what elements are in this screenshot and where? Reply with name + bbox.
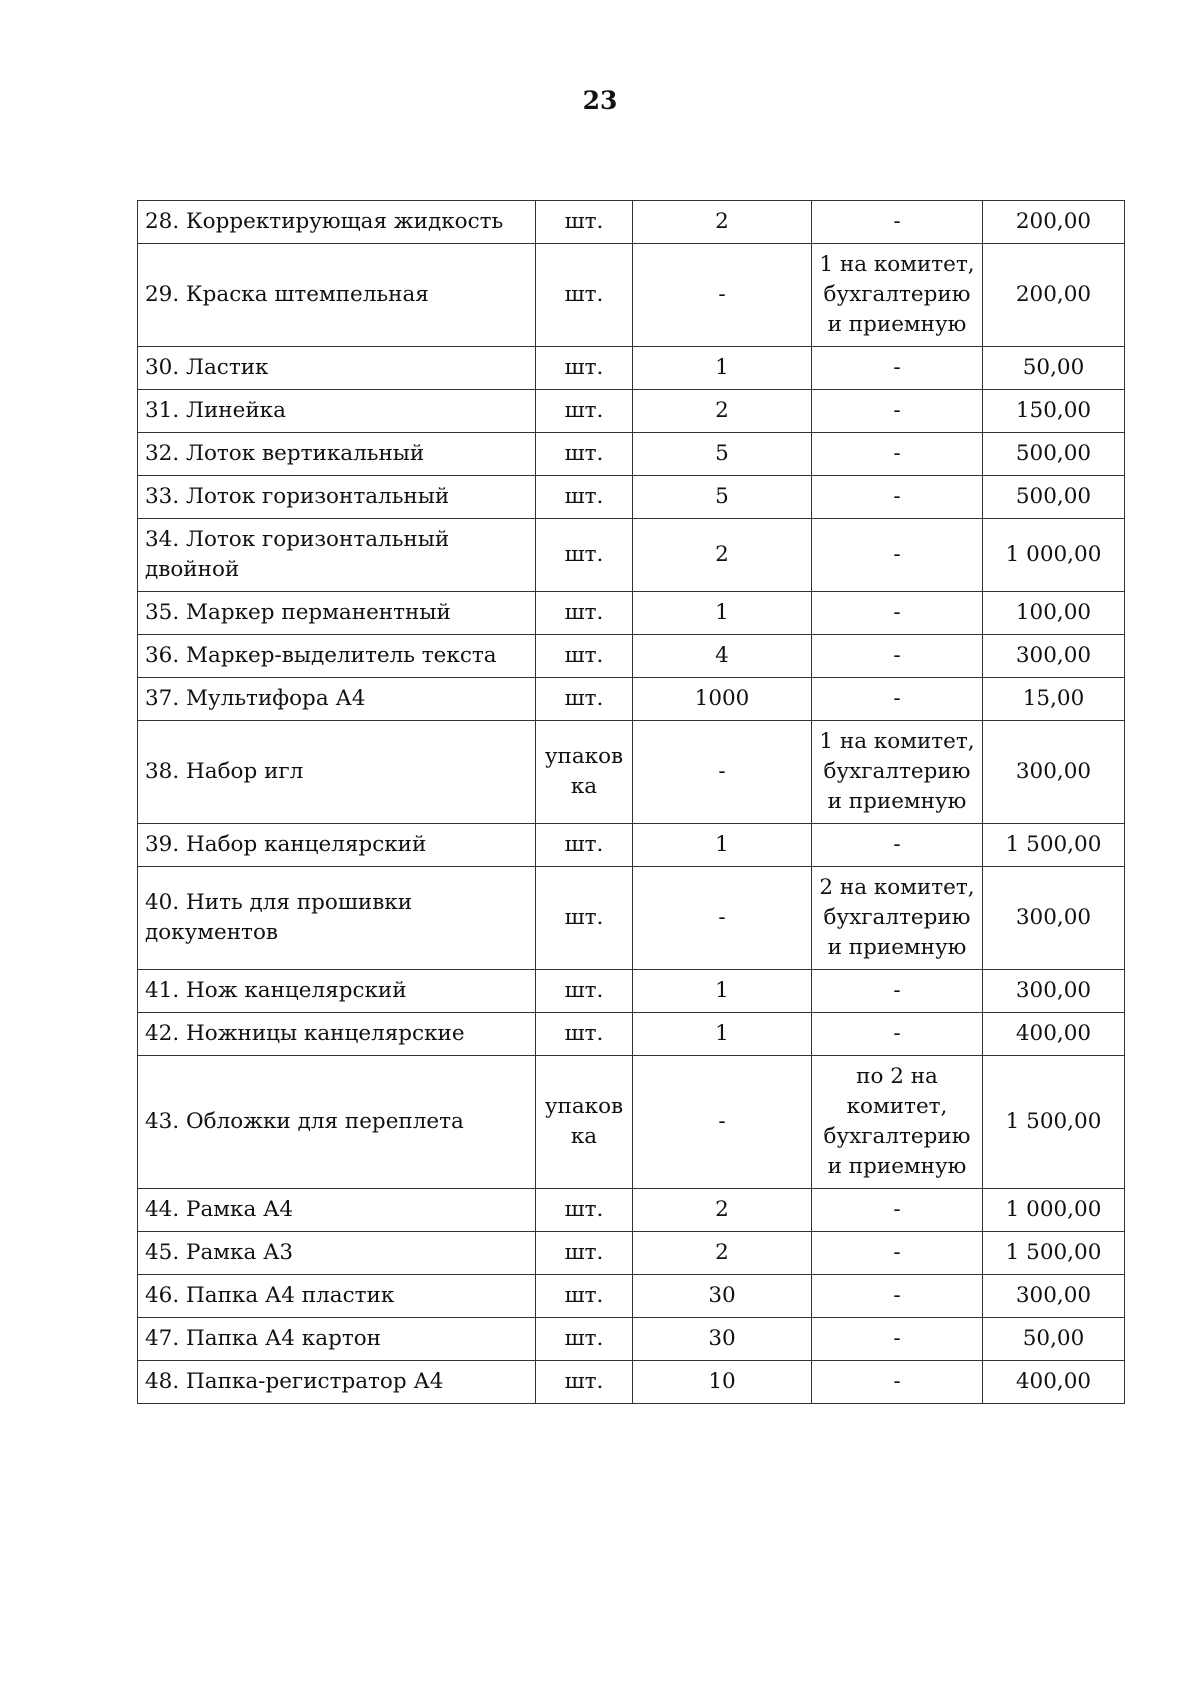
quantity-cell: 1000 — [633, 678, 812, 721]
table-row — [138, 347, 1125, 390]
item-name-cell: 29. Краска штемпельная — [138, 244, 536, 347]
price-cell: 15,00 — [983, 678, 1125, 721]
unit-cell: шт. — [536, 867, 633, 970]
item-name-cell: 48. Папка-регистратор А4 — [138, 1361, 536, 1404]
quantity-cell: 2 — [633, 1189, 812, 1232]
unit-cell: шт. — [536, 970, 633, 1013]
item-name-cell: 34. Лоток горизонтальный двойной — [138, 519, 536, 592]
item-name-cell: 31. Линейка — [138, 390, 536, 433]
unit-cell: шт. — [536, 1275, 633, 1318]
item-name-cell: 44. Рамка А4 — [138, 1189, 536, 1232]
note-cell: - — [812, 635, 983, 678]
item-name-cell: 37. Мультифора А4 — [138, 678, 536, 721]
quantity-cell: - — [633, 867, 812, 970]
note-cell: - — [812, 1361, 983, 1404]
price-cell: 500,00 — [983, 476, 1125, 519]
quantity-cell: 2 — [633, 1232, 812, 1275]
item-name-cell: 47. Папка А4 картон — [138, 1318, 536, 1361]
quantity-cell: 1 — [633, 592, 812, 635]
item-name-cell: 43. Обложки для переплета — [138, 1056, 536, 1189]
quantity-cell: 1 — [633, 1013, 812, 1056]
quantity-cell: 2 — [633, 519, 812, 592]
price-cell: 200,00 — [983, 244, 1125, 347]
item-name-cell: 36. Маркер-выделитель текста — [138, 635, 536, 678]
page-number: 23 — [582, 86, 618, 115]
table-row — [138, 721, 1125, 824]
note-cell: - — [812, 201, 983, 244]
table-body — [138, 201, 1125, 1404]
quantity-cell: 30 — [633, 1318, 812, 1361]
price-cell: 50,00 — [983, 1318, 1125, 1361]
note-cell: 1 на комитет, бухгалтерию и приемную — [812, 721, 983, 824]
unit-cell: шт. — [536, 1189, 633, 1232]
quantity-cell: 4 — [633, 635, 812, 678]
note-cell: по 2 на комитет, бухгалтерию и приемную — [812, 1056, 983, 1189]
table-row — [138, 1189, 1125, 1232]
quantity-cell: 5 — [633, 476, 812, 519]
price-cell: 500,00 — [983, 433, 1125, 476]
price-cell: 300,00 — [983, 1275, 1125, 1318]
price-cell: 100,00 — [983, 592, 1125, 635]
quantity-cell: 1 — [633, 824, 812, 867]
note-cell: - — [812, 1318, 983, 1361]
table-row — [138, 867, 1125, 970]
note-cell: 2 на комитет, бухгалтерию и приемную — [812, 867, 983, 970]
quantity-cell: 2 — [633, 201, 812, 244]
item-name-cell: 38. Набор игл — [138, 721, 536, 824]
price-cell: 50,00 — [983, 347, 1125, 390]
item-name-cell: 40. Нить для прошивки документов — [138, 867, 536, 970]
table-row — [138, 1013, 1125, 1056]
unit-cell: шт. — [536, 519, 633, 592]
price-cell: 1 000,00 — [983, 519, 1125, 592]
price-cell: 1 500,00 — [983, 824, 1125, 867]
table-row — [138, 390, 1125, 433]
quantity-cell: 30 — [633, 1275, 812, 1318]
unit-cell: шт. — [536, 244, 633, 347]
price-cell: 300,00 — [983, 970, 1125, 1013]
table-row — [138, 970, 1125, 1013]
table-row — [138, 1275, 1125, 1318]
table-row — [138, 519, 1125, 592]
table-row — [138, 433, 1125, 476]
unit-cell: шт. — [536, 1013, 633, 1056]
unit-cell: шт. — [536, 476, 633, 519]
price-cell: 1 500,00 — [983, 1232, 1125, 1275]
note-cell: - — [812, 1189, 983, 1232]
item-name-cell: 28. Корректирующая жидкость — [138, 201, 536, 244]
quantity-cell: - — [633, 721, 812, 824]
item-name-cell: 32. Лоток вертикальный — [138, 433, 536, 476]
note-cell: - — [812, 1275, 983, 1318]
item-name-cell: 30. Ластик — [138, 347, 536, 390]
price-cell: 400,00 — [983, 1013, 1125, 1056]
table-row — [138, 635, 1125, 678]
table-row — [138, 592, 1125, 635]
unit-cell: шт. — [536, 1361, 633, 1404]
unit-cell: шт. — [536, 592, 633, 635]
unit-cell: шт. — [536, 678, 633, 721]
price-cell: 300,00 — [983, 721, 1125, 824]
table-row — [138, 1056, 1125, 1189]
table-row — [138, 1361, 1125, 1404]
table-row — [138, 1232, 1125, 1275]
unit-cell: шт. — [536, 390, 633, 433]
quantity-cell: 1 — [633, 970, 812, 1013]
unit-cell: упаков ка — [536, 721, 633, 824]
unit-cell: упаков ка — [536, 1056, 633, 1189]
unit-cell: шт. — [536, 347, 633, 390]
unit-cell: шт. — [536, 1232, 633, 1275]
note-cell: - — [812, 390, 983, 433]
unit-cell: шт. — [536, 824, 633, 867]
unit-cell: шт. — [536, 635, 633, 678]
quantity-cell: - — [633, 1056, 812, 1189]
unit-cell: шт. — [536, 433, 633, 476]
quantity-cell: 2 — [633, 390, 812, 433]
item-name-cell: 35. Маркер перманентный — [138, 592, 536, 635]
price-cell: 1 000,00 — [983, 1189, 1125, 1232]
quantity-cell: 5 — [633, 433, 812, 476]
note-cell: - — [812, 1232, 983, 1275]
price-cell: 300,00 — [983, 867, 1125, 970]
note-cell: - — [812, 678, 983, 721]
note-cell: - — [812, 433, 983, 476]
price-cell: 300,00 — [983, 635, 1125, 678]
price-cell: 150,00 — [983, 390, 1125, 433]
unit-cell: шт. — [536, 1318, 633, 1361]
unit-cell: шт. — [536, 201, 633, 244]
note-cell: - — [812, 347, 983, 390]
item-name-cell: 41. Нож канцелярский — [138, 970, 536, 1013]
note-cell: - — [812, 970, 983, 1013]
note-cell: - — [812, 476, 983, 519]
item-name-cell: 39. Набор канцелярский — [138, 824, 536, 867]
quantity-cell: - — [633, 244, 812, 347]
quantity-cell: 10 — [633, 1361, 812, 1404]
table-row — [138, 244, 1125, 347]
item-name-cell: 46. Папка А4 пластик — [138, 1275, 536, 1318]
price-cell: 400,00 — [983, 1361, 1125, 1404]
price-cell: 1 500,00 — [983, 1056, 1125, 1189]
note-cell: - — [812, 824, 983, 867]
table-row — [138, 824, 1125, 867]
table-row — [138, 476, 1125, 519]
table-row — [138, 201, 1125, 244]
table-row — [138, 1318, 1125, 1361]
item-name-cell: 42. Ножницы канцелярские — [138, 1013, 536, 1056]
note-cell: - — [812, 1013, 983, 1056]
note-cell: - — [812, 519, 983, 592]
item-name-cell: 45. Рамка А3 — [138, 1232, 536, 1275]
supplies-table — [137, 200, 1125, 1404]
price-cell: 200,00 — [983, 201, 1125, 244]
note-cell: 1 на комитет, бухгалтерию и приемную — [812, 244, 983, 347]
note-cell: - — [812, 592, 983, 635]
quantity-cell: 1 — [633, 347, 812, 390]
table-row — [138, 678, 1125, 721]
item-name-cell: 33. Лоток горизонтальный — [138, 476, 536, 519]
